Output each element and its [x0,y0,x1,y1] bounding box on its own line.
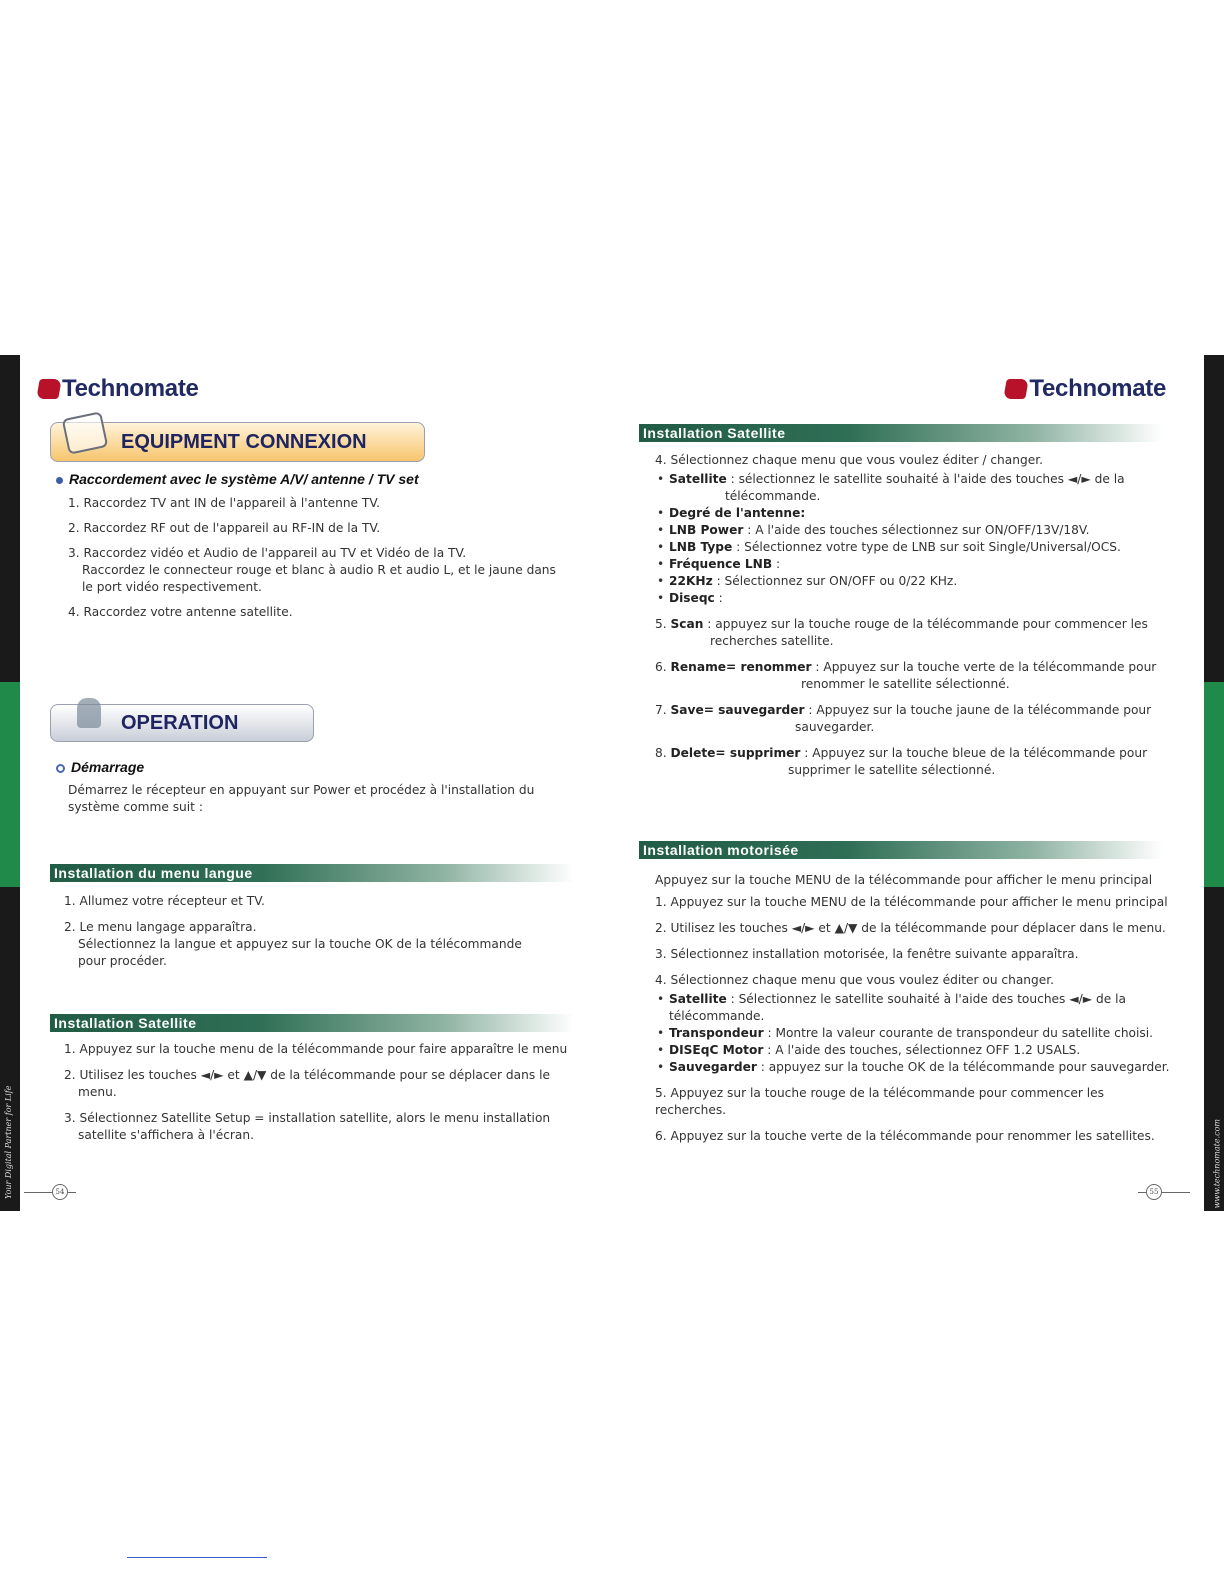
list-item: 1. Appuyez sur la touche menu de la télécommande pour faire apparaître le menu [64,1042,568,1056]
bullet-item: • 22KHz : Sélectionnez sur ON/OFF ou 0/22 KHz. [655,573,1165,590]
list-item: 2. Le menu langage apparaîtra. [64,920,257,934]
raccordement-heading: Raccordement avec le système A/V/ antenne / TV set [56,471,419,487]
satellite-bullets [655,471,1165,607]
demarrage-heading: Démarrage [56,759,144,775]
bullet-item: • LNB Type : Sélectionnez votre type de LNB sur soit Single/Universal/OCS. [655,539,1165,556]
hyperlink-underline[interactable] [127,1557,267,1558]
right-side-bar [1204,355,1224,1211]
list-item: 2. Raccordez RF out de l'appareil au RF-IN de la TV. [68,521,381,535]
motorisee-bullets [655,991,1175,1076]
right-side-green-band [1204,682,1224,887]
brand-logo-left [38,375,199,403]
list-item: 1. Allumez votre récepteur et TV. [64,894,265,908]
manual-spread [0,355,1224,1211]
list-item: 3. Raccordez vidéo et Audio de l'appareil au TV et Vidéo de la TV. [68,546,467,560]
brand-logo-right [1005,375,1166,403]
step-continuation: supprimer le satellite sélectionné. [788,763,996,777]
step-item: 5. Scan : appuyez sur la touche rouge de la télécommande pour commencer les [655,617,1148,631]
technomate-logo-icon [36,379,62,399]
raccordement-list [68,495,568,621]
list-item: 1. Raccordez TV ant IN de l'appareil à l'antenne TV. [68,496,381,510]
list-item: 3. Sélectionnez Satellite Setup = installation satellite, alors le menu installation satellite s'affichera à l'écran. [64,1111,551,1142]
step-item: 8. Delete= supprimer : Appuyez sur la touche bleue de la télécommande pour [655,746,1148,760]
bullet-icon [56,477,63,484]
list-item: 4. Sélectionnez chaque menu que vous voulez éditer ou changer. [655,973,1055,987]
bullet-item: • Degré de l'antenne: [655,505,1165,522]
brand-name: Technomate [62,375,199,402]
bullet-item: • DISEqC Motor : A l'aide des touches, sélectionnez OFF 1.2 USALS. [655,1042,1175,1059]
page-number-rule [1162,1192,1190,1193]
step-continuation: recherches satellite. [710,634,834,648]
left-side-green-band [0,682,20,887]
langue-list [64,893,544,970]
demarrage-text: Démarrez le récepteur en appuyant sur Power et procédez à l'installation du système comme suit : [68,783,535,814]
banner-title: OPERATION [121,711,239,734]
page-number-rule [68,1192,76,1193]
left-side-text: Your Digital Partner for Life [4,1085,13,1199]
motorisee-list [655,872,1175,1145]
bullet-item: • Satellite : Sélectionnez le satellite souhaité à l'aide des touches ◄/► de la télécommande. [655,991,1175,1025]
technomate-logo-icon [1004,379,1030,399]
step-item: 6. Rename= renommer : Appuyez sur la touche verte de la télécommande pour [655,660,1157,674]
banner-title: EQUIPMENT CONNEXION [121,430,367,453]
list-item-continuation: Sélectionnez la langue et appuyez sur la touche OK de la télécommande pour procéder. [78,937,522,968]
list-item: 4. Sélectionnez chaque menu que vous voulez éditer / changer. [655,453,1043,467]
bullet-item: • Sauvegarder : appuyez sur la touche OK de la télécommande pour sauvegarder. [655,1059,1175,1076]
bullet-item: • Transpondeur : Montre la valeur courante de transpondeur du satellite choisi. [655,1025,1175,1042]
page-number-left: 54 [52,1184,68,1200]
operation-icon [51,706,121,740]
section-satellite-header-right: Installation Satellite [639,424,1163,442]
bullet-item: • Satellite : sélectionnez le satellite souhaité à l'aide des touches ◄/► de la télécommande. [655,471,1165,505]
left-side-bar [0,355,20,1211]
section-motorisee-header: Installation motorisée [639,841,1163,859]
right-side-text: www.technomate.com [1212,1119,1221,1209]
list-item: Appuyez sur la touche MENU de la télécommande pour afficher le menu principal [655,873,1153,887]
list-item: 6. Appuyez sur la touche verte de la télécommande pour renommer les satellites. [655,1129,1155,1143]
brand-name: Technomate [1029,375,1166,402]
list-item: 4. Raccordez votre antenne satellite. [68,605,293,619]
page-number-right: 55 [1146,1184,1162,1200]
section-satellite-header-left: Installation Satellite [50,1014,574,1032]
satellite-list-left [64,1041,572,1144]
list-item: 3. Sélectionnez installation motorisée, la fenêtre suivante apparaîtra. [655,947,1079,961]
page-number-rule [24,1192,52,1193]
step-continuation: sauvegarder. [795,720,875,734]
step-continuation: renommer le satellite sélectionné. [801,677,1010,691]
operation-banner [50,704,314,742]
list-item-continuation: Raccordez le connecteur rouge et blanc à audio R et audio L, et le jaune dans le port vidéo respectivement. [82,563,556,594]
connection-icon [51,425,121,459]
section-langue-header: Installation du menu langue [50,864,574,882]
bullet-item: • Fréquence LNB : [655,556,1165,573]
list-item: 1. Appuyez sur la touche MENU de la télécommande pour afficher le menu principal [655,895,1168,909]
list-item: 2. Utilisez les touches ◄/► et ▲/▼ de la télécommande pour déplacer dans le menu. [655,921,1166,935]
list-item: 5. Appuyez sur la touche rouge de la télécommande pour commencer les recherches. [655,1086,1104,1117]
list-item: 2. Utilisez les touches ◄/► et ▲/▼ de la télécommande pour se déplacer dans le menu. [64,1068,550,1099]
page-number-rule [1138,1192,1146,1193]
bullet-item: • LNB Power : A l'aide des touches sélectionnez sur ON/OFF/13V/18V. [655,522,1165,539]
step-item: 7. Save= sauvegarder : Appuyez sur la touche jaune de la télécommande pour [655,703,1152,717]
equipment-connexion-banner [50,422,425,462]
bullet-icon [56,764,65,773]
satellite-settings [655,452,1165,779]
bullet-item: • Diseqc : [655,590,1165,607]
